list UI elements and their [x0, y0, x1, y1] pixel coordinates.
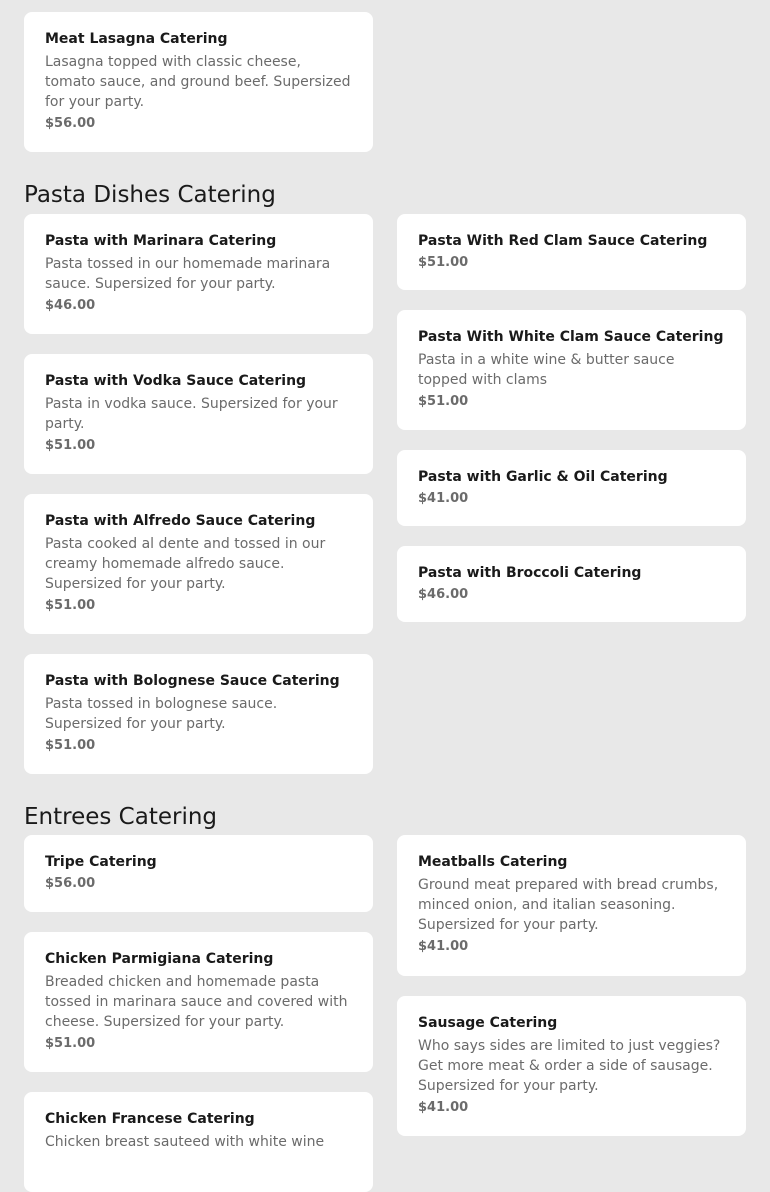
item-price: $41.00 — [418, 939, 469, 954]
menu-item-card[interactable] — [24, 654, 373, 774]
menu-item-card[interactable] — [24, 214, 373, 334]
item-description: Pasta cooked al dente and tossed in our creamy homemade alfredo sauce. Supersized for your party. — [45, 536, 326, 592]
menu-item-card[interactable] — [24, 1092, 373, 1192]
item-price: $46.00 — [418, 587, 469, 602]
menu-item-card[interactable] — [397, 214, 746, 290]
item-description: Pasta in a white wine & butter sauce topped with clams — [418, 352, 675, 388]
menu-item-card[interactable] — [24, 12, 373, 152]
item-name: Pasta With White Clam Sauce Catering — [418, 329, 724, 345]
item-price: $51.00 — [45, 438, 96, 453]
item-price: $51.00 — [45, 1036, 96, 1051]
section-title-pasta: Pasta Dishes Catering — [24, 182, 276, 208]
item-name: Tripe Catering — [45, 854, 157, 870]
item-price: $51.00 — [45, 598, 96, 613]
item-price: $41.00 — [418, 1100, 469, 1115]
item-description: Breaded chicken and homemade pasta tossed in marinara sauce and covered with cheese. Supersized for your party. — [45, 974, 348, 1030]
item-description: Pasta tossed in our homemade marinara sauce. Supersized for your party. — [45, 256, 331, 292]
menu-item-card[interactable] — [397, 546, 746, 622]
item-description: Pasta in vodka sauce. Supersized for your party. — [45, 396, 338, 432]
menu-item-card[interactable] — [24, 932, 373, 1072]
item-name: Chicken Francese Catering — [45, 1111, 255, 1127]
item-name: Pasta with Vodka Sauce Catering — [45, 373, 307, 389]
item-description: Ground meat prepared with bread crumbs, minced onion, and italian seasoning. Supersized for your party. — [418, 877, 719, 933]
item-name: Chicken Parmigiana Catering — [45, 951, 274, 967]
item-description: Who says sides are limited to just veggies? Get more meat & order a side of sausage. Supersized for your party. — [418, 1038, 721, 1094]
item-description: Chicken breast sauteed with white wine — [45, 1134, 325, 1150]
item-name: Meatballs Catering — [418, 854, 568, 870]
item-name: Pasta with Marinara Catering — [45, 233, 277, 249]
item-name: Pasta with Garlic & Oil Catering — [418, 469, 668, 485]
item-price: $56.00 — [45, 116, 96, 131]
menu-item-card[interactable] — [24, 835, 373, 912]
menu-item-card[interactable] — [397, 450, 746, 526]
item-name: Pasta With Red Clam Sauce Catering — [418, 233, 708, 249]
item-name: Sausage Catering — [418, 1015, 558, 1031]
item-price: $46.00 — [45, 298, 96, 313]
menu-item-card[interactable] — [397, 310, 746, 430]
section-title-entrees: Entrees Catering — [24, 804, 218, 830]
item-price: $51.00 — [418, 255, 469, 270]
item-description: Lasagna topped with classic cheese, tomato sauce, and ground beef. Supersized for your party. — [45, 54, 351, 110]
menu-item-card[interactable] — [24, 354, 373, 474]
item-description: Pasta tossed in bolognese sauce. Supersized for your party. — [45, 696, 278, 732]
item-name: Pasta with Broccoli Catering — [418, 565, 642, 581]
item-price: $56.00 — [45, 876, 96, 891]
item-name: Pasta with Bolognese Sauce Catering — [45, 673, 340, 689]
item-name: Meat Lasagna Catering — [45, 31, 228, 47]
menu-item-card[interactable] — [397, 996, 746, 1136]
menu-item-card[interactable] — [24, 494, 373, 634]
menu-item-card[interactable] — [397, 835, 746, 976]
item-price: $51.00 — [45, 738, 96, 753]
item-price: $41.00 — [418, 491, 469, 506]
item-price: $51.00 — [418, 394, 469, 409]
item-name: Pasta with Alfredo Sauce Catering — [45, 513, 316, 529]
